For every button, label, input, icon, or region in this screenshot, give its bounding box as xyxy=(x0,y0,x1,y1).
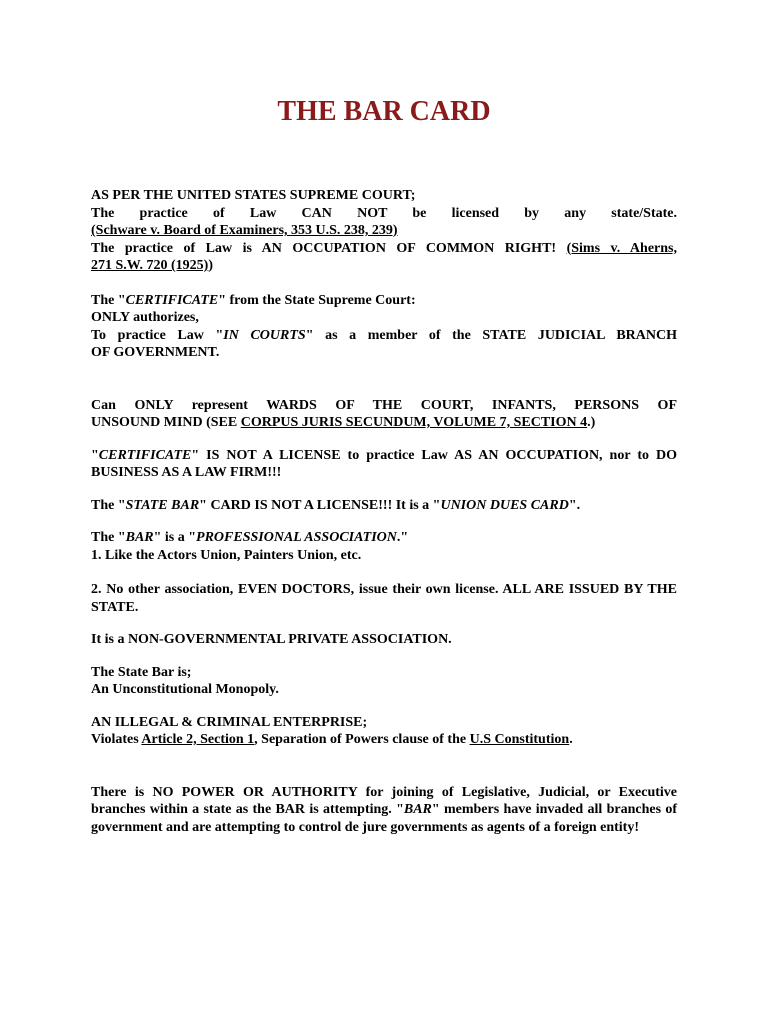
no-other-association-paragraph: 2. No other association, EVEN DOCTORS, issue their own license. ALL ARE ISSUED BY THE STATE. xyxy=(91,582,677,615)
document-page xyxy=(91,0,677,1024)
sims-citation-part2: 271 S.W. 720 (1925) xyxy=(91,258,209,273)
monopoly-line: An Unconstitutional Monopoly. xyxy=(91,682,279,697)
schware-citation: (Schware v. Board of Examiners, 353 U.S. 238, 239) xyxy=(91,223,398,238)
criminal-enterprise-line: AN ILLEGAL & CRIMINAL ENTERPRISE; xyxy=(91,714,368,730)
only-authorizes-line: ONLY authorizes, xyxy=(91,310,199,325)
schware-citation-line xyxy=(91,222,677,240)
wards-line: Can ONLY represent WARDS OF THE COURT, INFANTS, PERSONS OF xyxy=(91,397,677,413)
document-body xyxy=(91,187,677,836)
state-bar-is-line: The State Bar is; xyxy=(91,664,192,680)
practice-not-licensed-line: The practice of Law CAN NOT be licensed by any state/State. xyxy=(91,205,677,221)
no-power-paragraph: There is NO POWER OR AUTHORITY for joining of Legislative, Judicial, or Executive branches within a state as the BAR is attempting. "BAR" members have invaded all branches of government and are attempting to control de jure governments as agents of a foreign entity! xyxy=(91,784,677,835)
unsound-mind-line: UNSOUND MIND (SEE CORPUS JURIS SECUNDUM, VOLUME 7, SECTION 4.) xyxy=(91,415,596,430)
corpus-juris-citation: CORPUS JURIS SECUNDUM, VOLUME 7, SECTION 4 xyxy=(240,415,588,430)
sims-citation-part1: (Sims v. Aherns, xyxy=(566,240,677,256)
supreme-court-heading: AS PER THE UNITED STATES SUPREME COURT; xyxy=(91,188,416,203)
certificate-line: The "CERTIFICATE" from the State Supreme Court: xyxy=(91,292,416,308)
certificate-not-license-paragraph: "CERTIFICATE" IS NOT A LICENSE to practice Law AS AN OCCUPATION, nor to DO BUSINESS AS A LAW FIRM!!! xyxy=(91,447,677,480)
article-citation: Article 2, Section 1 xyxy=(141,732,255,747)
private-association-paragraph: It is a NON-GOVERNMENTAL PRIVATE ASSOCIATION. xyxy=(91,632,452,647)
constitution-citation: U.S Constitution xyxy=(469,732,570,747)
professional-association-line: The "BAR" is a "PROFESSIONAL ASSOCIATION." xyxy=(91,530,409,545)
page-title: THE BAR CARD xyxy=(277,96,491,127)
actors-union-line: 1. Like the Actors Union, Painters Union, etc. xyxy=(91,547,362,563)
in-courts-line: To practice Law "IN COURTS" as a member of the STATE JUDICIAL BRANCH xyxy=(91,327,678,343)
state-bar-card-paragraph: The "STATE BAR" CARD IS NOT A LICENSE!!! It is a "UNION DUES CARD". xyxy=(91,497,581,513)
of-government-line: OF GOVERNMENT. xyxy=(91,345,220,360)
common-right-line: The practice of Law is AN OCCUPATION OF COMMON RIGHT! (Sims v. Aherns, xyxy=(91,240,677,256)
sims-citation-line: 271 S.W. 720 (1925)) xyxy=(91,258,213,273)
violates-line: Violates Article 2, Section 1, Separation of Powers clause of the U.S Constitution. xyxy=(91,732,573,747)
